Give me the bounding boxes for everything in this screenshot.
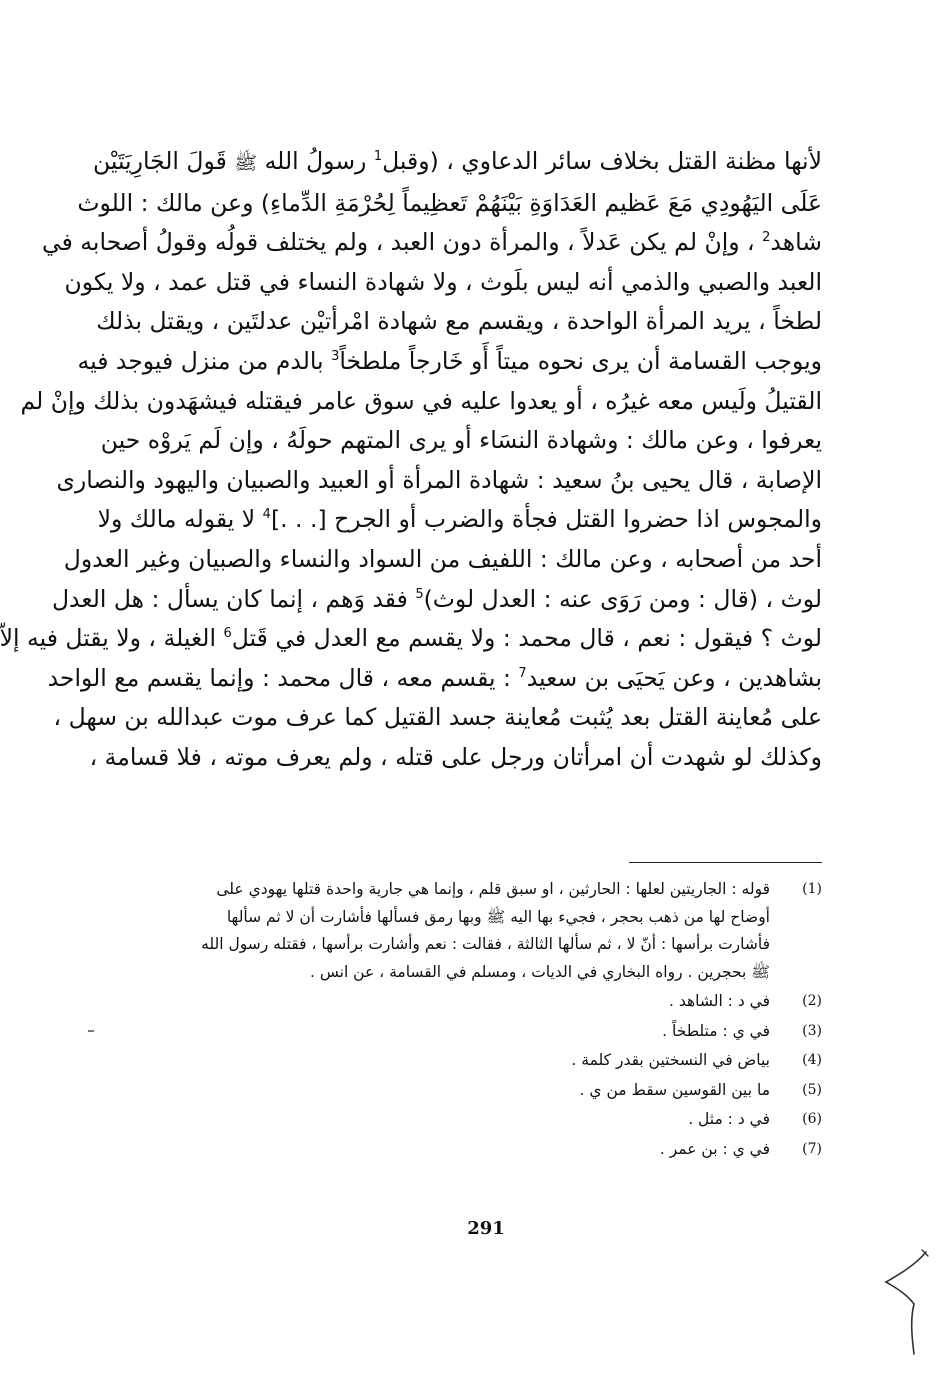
main-line-12: لوث ، (قال : ومن رَوَى عنه : العدل لوث)$^5$ فقد وَهم ، إنما كان يسأل : هل العدل [51,584,822,613]
main-line-3: شاهد$^2$ ، وإنْ لم يكن عَدلاً ، والمرأة دون العبد ، ولم يختلف قولُه وقولُ أصحابه في [42,228,822,257]
footnote-line: قوله : الجاريتين لعلها : الحارثين ، او سبق قلم ، وإنما هي جارية واحدة قتلها يهودي على [216,880,770,898]
footnote-6 [102,1106,822,1134]
page-number: 291 [467,1218,505,1239]
main-line-5: لطخاً ، يريد المرأة الواحدة ، ويقسم مع شهادة امْرأتيْن عدلتَين ، ويقتل بذلك [96,307,822,336]
main-line-2: عَلَى اليَهُودِي مَعَ عَظيم العَدَاوَةِ بَيْنَهُمْ تَعظِيماً لِحُرْمَةِ الدِّماءِ) وعن مالك : اللوث [77,188,822,217]
main-line-11: أحد من أصحابه ، وعن مالك : اللفيف من السواد والنساء والصبيان وغير العدول [63,544,822,573]
footnote-number: (2) [802,993,822,1009]
salutation-glyph: ﷺ [234,153,258,174]
main-text-block [0,142,822,778]
footnote-3 [102,1018,822,1046]
main-line-10: والمجوس اذا حضروا القتل فجأة والضرب أو الجرح [. . .]$^4$ لا يقوله مالك ولا [97,505,822,534]
footnote-number: (5) [802,1081,822,1098]
footnote-text: في ي : متلطخاً . [662,1021,770,1040]
scan-speck [88,1030,94,1032]
main-line-9: الإصابة ، قال يحيى بنُ سعيد : شهادة المرأة أو العبيد والصبيان واليهود والنصارى [56,465,822,494]
main-line-13: لوث ؟ فيقول : نعم ، قال محمد : ولا يقسم مع العدل في قَتل$^6$ الغيلة ، ولا يقتل فيه إلاّ [0,624,822,653]
footnote-ref-4: 4 [262,507,271,523]
footnote-line: ﷺ بحجرين . رواه البخاري في الديات ، ومسلم في القسامة ، عن انس . [310,962,770,981]
main-line-8: يعرفوا ، وعن مالك : وشهادة النسَاء أو يرى المتهم حولَهُ ، وإن لَم يَروْه حين [100,426,822,455]
main-line-6: ويوجب القسامة أن يرى نحوه ميتاً أَو خَارجاً ملطخاً$^3$ بالدم من منزل فيوجد فيه [77,346,822,375]
footnote-number: (3) [802,1022,822,1039]
book-page [2,0,950,1379]
footnotes-block [102,876,822,1165]
footnote-text: في د : مثل . [688,1110,770,1128]
footnote-1 [102,876,822,986]
main-line-1: لأنها مظنة القتل بخلاف سائر الدعاوي ، (وقبل$^1$ رسولُ الله ﷺ قَولَ الجَارِيَتَيْن [92,147,822,175]
footnote-line: فأشارت برأسها : أنّ لا ، ثم سألها الثالثة ، فقالت : نعم وأشارت برأسها ، فقتله رسول الله [201,935,770,953]
footnote-ref-5: 5 [415,586,424,602]
footnote-divider [629,862,822,863]
footnote-7 [102,1136,822,1164]
footnote-text [102,876,770,986]
footnote-ref-2: 2 [762,230,771,246]
footnote-text: بياض في النسختين بقدر كلمة . [571,1051,770,1069]
footnote-4 [102,1047,822,1075]
footnote-5 [102,1077,822,1105]
main-line-7: القتيلُ ولَيس معه غيرُه ، أو يعدوا عليه في سوق عامر فيقتله فيشهَدون بذلك وإنْ لم [20,386,822,415]
footnote-text: في ي : بن عمر . [659,1139,770,1158]
footnote-text: في د : الشاهد . [669,992,770,1010]
footnote-number: (1) [802,881,822,897]
footnote-ref-1: 1 [373,149,383,165]
footnote-number: (7) [802,1140,822,1157]
footnote-number: (4) [802,1052,822,1068]
main-line-14: بشاهدين ، وعن يَحيَى بن سعيد$^7$ : يقسم معه ، قال محمد : وإنما يقسم مع الواحد [47,663,822,692]
footnote-text: ما بين القوسين سقط من ي . [579,1080,770,1099]
main-line-15: على مُعاينة القتل بعد يُثبت مُعاينة جسد القتيل كما عرف موت عبدالله بن سهل ، [53,703,822,732]
main-line-16: وكذلك لو شهدت أن امرأتان ورجل على قتله ، ولم يعرف موته ، فلا قسامة ، [89,742,822,771]
footnote-ref-3: 3 [331,349,340,365]
footnote-number: (6) [802,1111,822,1127]
footnote-ref-7: 7 [518,665,527,681]
footnote-ref-6: 6 [223,626,232,642]
main-line-4: العبد والصبي والذمي أنه ليس بلَوث ، ولا شهادة النساء في قتل عمد ، ولا يكون [64,267,822,296]
footnote-2 [102,988,822,1016]
footnote-line: أوضاح لها من ذهب بحجر ، فجيء بها اليه ﷺ وبها رمق فسألها فأشارت أن لا ثم سألها [226,907,770,926]
pencil-scribble-mark [874,1248,934,1358]
